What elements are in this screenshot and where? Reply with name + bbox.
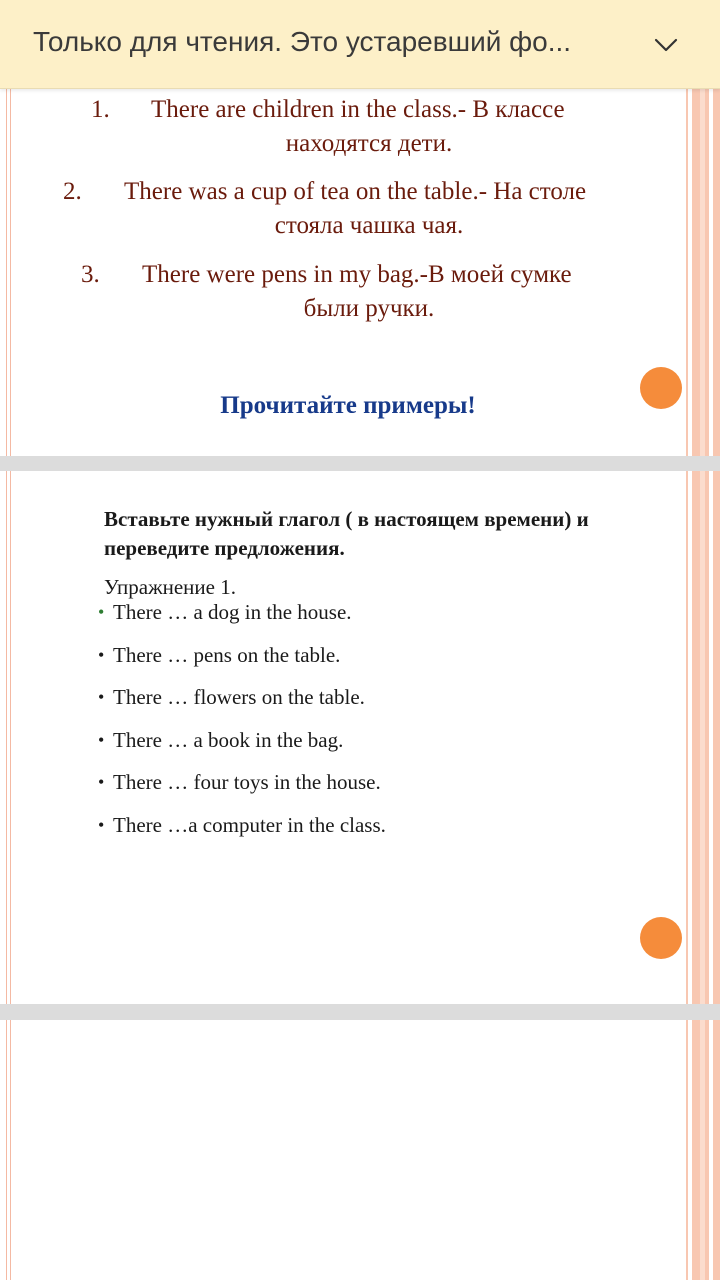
bullet-icon: • [98, 814, 105, 835]
list-item-text: There … a dog in the house. [113, 600, 352, 624]
list-item-text: There … flowers on the table. [113, 685, 365, 710]
slide-right-border [683, 1020, 720, 1280]
list-item [98, 641, 386, 684]
example-translation: были ручки. [303, 295, 435, 322]
example-item [0, 175, 720, 245]
example-item [0, 93, 720, 163]
bullet-icon: • [98, 602, 105, 622]
bullet-icon: • [98, 729, 105, 750]
bullet-icon: • [98, 687, 105, 708]
example-number: 2. [63, 178, 82, 205]
list-item-text: There … four toys in the house. [113, 770, 381, 795]
example-sentence: There were pens in my bag.-В моей сумке [142, 261, 572, 288]
list-item [98, 811, 386, 854]
example-sentence: There are children in the class.- В классе [151, 96, 565, 123]
bullet-icon: • [98, 644, 105, 665]
task-instructions: Вставьте нужный глагол ( в настоящем времени) и переведите предложения. [104, 507, 589, 560]
example-translation: находятся дети. [285, 130, 453, 157]
orange-dot-decoration [640, 367, 682, 409]
slide-separator [0, 1004, 720, 1020]
example-number: 1. [91, 96, 110, 123]
slide-left-border [6, 471, 11, 1004]
example-number: 3. [81, 261, 100, 288]
orange-dot-decoration [640, 917, 682, 959]
read-only-banner[interactable] [0, 0, 720, 89]
slide-next [0, 1020, 720, 1280]
example-sentence: There was a cup of tea on the table.- На столе [124, 178, 587, 205]
exercise-label: Упражнение 1. [104, 575, 236, 599]
banner-text: Только для чтения. Это устаревший фо... [33, 26, 572, 57]
slide-left-border [6, 1020, 11, 1280]
list-item [98, 683, 386, 726]
example-item [0, 258, 720, 328]
slide-separator [0, 456, 720, 471]
exercise-list [98, 598, 386, 854]
slide-right-border [683, 471, 720, 1004]
example-translation: стояла чашка чая. [274, 212, 464, 239]
list-item [98, 598, 386, 641]
list-item-text: There … a book in the bag. [113, 727, 344, 752]
chevron-down-icon[interactable] [650, 30, 682, 60]
read-examples-heading: Прочитайте примеры! [220, 392, 476, 419]
bullet-icon: • [98, 772, 105, 793]
list-item [98, 768, 386, 811]
list-item [98, 726, 386, 769]
list-item-text: There …a computer in the class. [113, 812, 386, 837]
list-item-text: There … pens on the table. [113, 642, 341, 667]
